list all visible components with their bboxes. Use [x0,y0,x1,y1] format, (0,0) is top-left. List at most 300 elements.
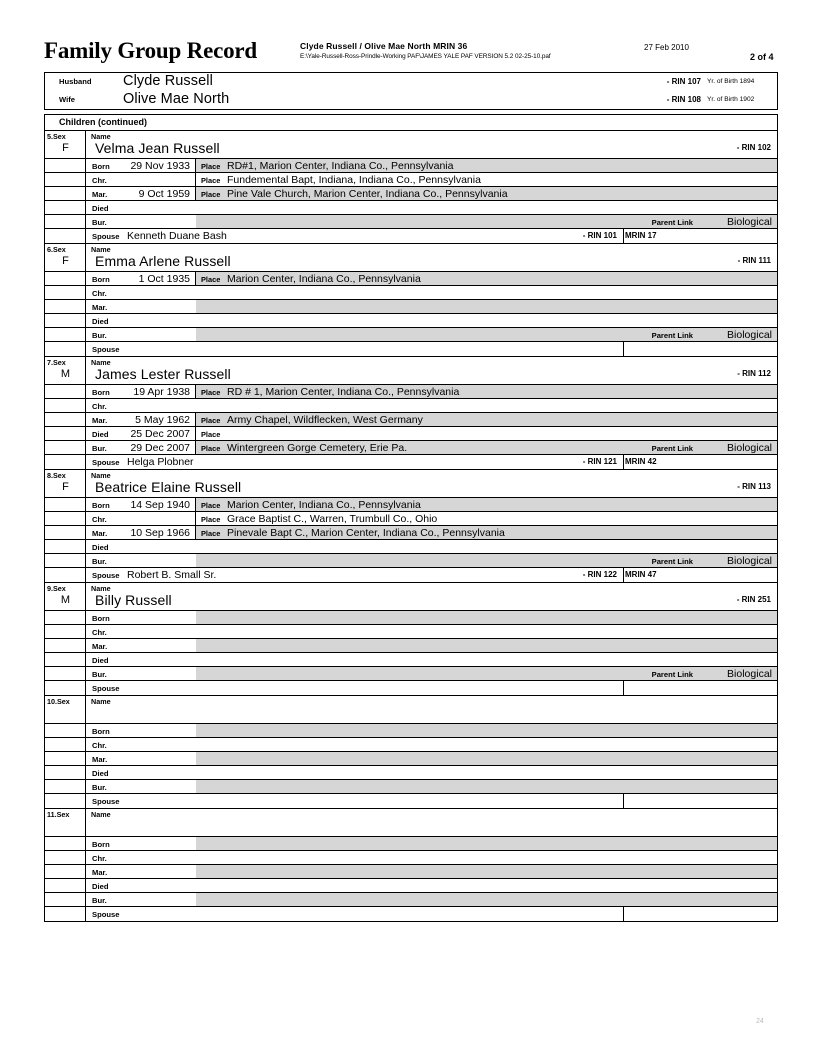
spouse-name-cell [86,907,624,921]
event-place-cell [197,427,777,440]
event-place-cell [197,187,777,200]
event-gutter [45,498,86,511]
event-place: Pine Vale Church, Marion Center, Indiana Co., Pennsylvania [227,188,508,200]
spouse-row [45,229,777,243]
event-gutter [45,512,86,525]
husband-label: Husband [59,77,92,86]
child-rin: - RIN 102 [736,143,771,152]
event-label: Born [92,501,110,510]
event-row [45,215,777,229]
event-date-cell [86,427,196,440]
event-place-cell [197,667,777,680]
place-label: Place [201,190,221,199]
event-date-cell [86,201,196,214]
husband-year-of-birth: Yr. of Birth 1894 [707,78,755,85]
event-row [45,611,777,625]
event-date-cell [86,399,196,412]
event-label: Mar. [92,190,108,199]
spouse-label: Spouse [92,571,120,580]
spouse-row [45,794,777,808]
child-index-label: 6.Sex [47,245,66,254]
event-place-cell [197,328,777,341]
event-place-cell [197,780,777,793]
child-block [45,357,777,470]
child-sex-value: F [62,481,69,493]
event-place-cell [197,498,777,511]
parents-box [44,72,778,110]
event-gutter [45,173,86,186]
spouse-row [45,907,777,921]
parent-link-value: Biological [727,216,772,228]
event-label: Bur. [92,218,107,227]
parent-link-label: Parent Link [651,557,693,566]
event-date-cell [86,385,196,398]
event-row [45,851,777,865]
event-label: Bur. [92,783,107,792]
spouse-label: Spouse [92,345,120,354]
event-label: Mar. [92,755,108,764]
event-place-cell [197,879,777,892]
child-name-row [45,583,777,611]
event-place-cell [197,554,777,567]
event-row [45,667,777,681]
event-gutter [45,738,86,751]
child-index-label: 9.Sex [47,584,66,593]
event-row [45,413,777,427]
event-place-cell [197,639,777,652]
event-label: Died [92,204,109,213]
event-row [45,187,777,201]
husband-name: Clyde Russell [123,73,213,89]
spouse-label: Spouse [92,910,120,919]
child-index-label: 10.Sex [47,697,70,706]
event-gutter [45,752,86,765]
event-place-cell [197,625,777,638]
child-name-cell [86,809,777,836]
event-date: 10 Sep 1966 [130,527,190,539]
child-rin: - RIN 251 [736,595,771,604]
child-block [45,131,777,244]
event-place: Marion Center, Indiana Co., Pennsylvania [227,499,421,511]
name-label: Name [91,697,111,706]
event-place-cell [197,837,777,850]
name-label: Name [91,245,111,254]
event-row [45,201,777,215]
spouse-label: Spouse [92,232,120,241]
spouse-name-cell [86,568,624,582]
event-place-cell [197,893,777,906]
event-row [45,286,777,300]
child-index-label: 11.Sex [47,810,70,819]
event-date-cell [86,879,196,892]
event-row [45,554,777,568]
child-name-row [45,809,777,837]
event-row [45,837,777,851]
parent-link-value: Biological [727,442,772,454]
child-name-cell [86,357,777,384]
spouse-mrin: MRIN 47 [625,570,657,579]
event-place-cell [197,201,777,214]
event-date-cell [86,851,196,864]
child-sex-cell [45,583,86,610]
event-row [45,427,777,441]
event-label: Chr. [92,741,107,750]
spouse-label: Spouse [92,684,120,693]
child-sex-cell [45,470,86,497]
event-label: Mar. [92,868,108,877]
spouse-gutter [45,229,86,243]
event-date: 29 Dec 2007 [130,442,190,454]
child-name-row [45,357,777,385]
event-date-cell [86,738,196,751]
event-place: Marion Center, Indiana Co., Pennsylvania [227,273,421,285]
event-gutter [45,385,86,398]
event-date: 25 Dec 2007 [130,428,190,440]
event-date-cell [86,639,196,652]
event-label: Bur. [92,896,107,905]
event-gutter [45,879,86,892]
event-label: Mar. [92,529,108,538]
name-label: Name [91,358,111,367]
child-name-value: Emma Arlene Russell [95,253,231,269]
child-sex-value: M [60,594,71,606]
child-index-label: 5.Sex [47,132,66,141]
event-gutter [45,215,86,228]
masthead-center [300,41,660,60]
event-row [45,780,777,794]
wife-row [45,91,777,110]
event-place: Army Chapel, Wildflecken, West Germany [227,414,423,426]
event-label: Chr. [92,289,107,298]
event-label: Bur. [92,444,107,453]
event-label: Died [92,656,109,665]
parent-link-value: Biological [727,668,772,680]
event-label: Born [92,162,110,171]
event-gutter [45,653,86,666]
event-date-cell [86,498,196,511]
child-block [45,470,777,583]
event-place-cell [197,173,777,186]
place-label: Place [201,529,221,538]
parent-link-label: Parent Link [651,218,693,227]
place-label: Place [201,388,221,397]
event-row [45,766,777,780]
event-date-cell [86,752,196,765]
event-date-cell [86,625,196,638]
event-row [45,865,777,879]
event-date-cell [86,837,196,850]
event-label: Born [92,840,110,849]
child-sex-cell [45,696,86,723]
event-gutter [45,639,86,652]
event-row [45,738,777,752]
child-sex-cell [45,131,86,158]
event-row [45,272,777,286]
event-label: Born [92,727,110,736]
event-label: Born [92,388,110,397]
child-name-value: Velma Jean Russell [95,140,220,156]
parent-link-value: Biological [727,555,772,567]
event-date: 19 Apr 1938 [133,386,190,398]
child-block [45,809,777,921]
print-date: 27 Feb 2010 [644,43,689,52]
event-date: 1 Oct 1935 [138,273,190,285]
event-row [45,724,777,738]
event-place-cell [197,413,777,426]
event-date-cell [86,667,196,680]
spouse-rin: - RIN 122 [582,570,617,579]
event-date-cell [86,724,196,737]
event-place-cell [197,766,777,779]
event-row [45,512,777,526]
place-label: Place [201,162,221,171]
event-gutter [45,611,86,624]
place-label: Place [201,430,221,439]
event-gutter [45,837,86,850]
event-label: Chr. [92,176,107,185]
event-date-cell [86,441,196,454]
spouse-rin: - RIN 121 [582,457,617,466]
event-row [45,399,777,413]
place-label: Place [201,275,221,284]
child-name-value: James Lester Russell [95,366,231,382]
event-gutter [45,314,86,327]
event-place-cell [197,865,777,878]
child-sex-cell [45,357,86,384]
event-date: 14 Sep 1940 [130,499,190,511]
child-sex-cell [45,809,86,836]
page-title: Family Group Record [44,38,257,63]
event-gutter [45,272,86,285]
event-gutter [45,427,86,440]
child-name-cell [86,696,777,723]
child-rin: - RIN 112 [737,369,771,378]
event-label: Born [92,614,110,623]
event-gutter [45,441,86,454]
event-place-cell [197,526,777,539]
event-label: Chr. [92,854,107,863]
children-list [45,131,777,921]
event-gutter [45,667,86,680]
event-date-cell [86,526,196,539]
spouse-name: Kenneth Duane Bash [127,230,227,242]
spouse-label: Spouse [92,458,120,467]
spouse-row [45,568,777,582]
child-sex-value: F [62,142,69,154]
spouse-gutter [45,794,86,808]
event-date-cell [86,187,196,200]
event-label: Died [92,882,109,891]
event-row [45,159,777,173]
child-rin: - RIN 113 [737,482,771,491]
place-label: Place [201,176,221,185]
event-gutter [45,724,86,737]
event-row [45,300,777,314]
wife-label: Wife [59,95,75,104]
event-row [45,653,777,667]
event-date: 29 Nov 1933 [130,160,190,172]
page-number: 2 of 4 [750,52,774,62]
event-gutter [45,286,86,299]
spouse-name-cell [86,794,624,808]
parent-link-value: Biological [727,329,772,341]
event-gutter [45,300,86,313]
event-date-cell [86,780,196,793]
event-place-cell [197,159,777,172]
spouse-gutter [45,568,86,582]
place-label: Place [201,501,221,510]
child-name-value: Beatrice Elaine Russell [95,479,242,495]
spouse-rin: - RIN 101 [582,231,617,240]
event-date-cell [86,865,196,878]
event-place-cell [197,752,777,765]
place-label: Place [201,515,221,524]
event-date-cell [86,215,196,228]
event-label: Chr. [92,402,107,411]
spouse-name-cell [86,229,624,243]
parent-link-label: Parent Link [651,444,693,453]
event-label: Died [92,430,109,439]
child-name-cell [86,470,777,497]
event-gutter [45,865,86,878]
child-index-label: 7.Sex [47,358,66,367]
event-gutter [45,526,86,539]
child-rin: - RIN 111 [737,256,771,265]
spouse-gutter [45,907,86,921]
parent-link-label: Parent Link [651,670,693,679]
event-place-cell [197,300,777,313]
event-row [45,540,777,554]
event-gutter [45,413,86,426]
spouse-gutter [45,342,86,356]
spouse-name: Robert B. Small Sr. [127,569,217,581]
event-label: Mar. [92,416,108,425]
child-index-label: 8.Sex [47,471,66,480]
event-date-cell [86,272,196,285]
event-row [45,526,777,540]
spouse-row [45,455,777,469]
event-place-cell [197,272,777,285]
child-name-cell [86,131,777,158]
event-label: Born [92,275,110,284]
event-row [45,625,777,639]
event-date-cell [86,653,196,666]
event-gutter [45,893,86,906]
spouse-mrin: MRIN 42 [625,457,657,466]
event-gutter [45,201,86,214]
child-sex-value: F [62,255,69,267]
event-row [45,314,777,328]
event-row [45,752,777,766]
event-place-cell [197,399,777,412]
event-date: 9 Oct 1959 [138,188,190,200]
event-place: Pinevale Bapt C., Marion Center, Indiana Co., Pennsylvania [227,527,505,539]
event-place-cell [197,512,777,525]
event-label: Died [92,317,109,326]
event-label: Bur. [92,670,107,679]
event-row [45,173,777,187]
spouse-label: Spouse [92,797,120,806]
event-gutter [45,780,86,793]
event-place: RD#1, Marion Center, Indiana Co., Pennsylvania [227,160,454,172]
event-place-cell [197,724,777,737]
child-block [45,696,777,809]
event-label: Died [92,543,109,552]
event-row [45,328,777,342]
event-date-cell [86,893,196,906]
event-date-cell [86,611,196,624]
child-name-row [45,696,777,724]
spouse-name-cell [86,455,624,469]
source-file-path: E:\Yale-Russell-Ross-Prindle-Working PAF\JAMES YALE PAF VERSION 5.2 02-25-10.paf [300,53,551,60]
event-row [45,639,777,653]
spouse-name-cell [86,342,624,356]
spouse-name-cell [86,681,624,695]
event-gutter [45,625,86,638]
spouse-row [45,681,777,695]
event-place-cell [197,385,777,398]
event-row [45,879,777,893]
name-label: Name [91,584,111,593]
child-name-row [45,244,777,272]
event-date-cell [86,413,196,426]
event-label: Mar. [92,303,108,312]
event-label: Bur. [92,331,107,340]
event-row [45,498,777,512]
child-name-row [45,470,777,498]
children-section-title: Children (continued) [59,117,147,127]
event-date-cell [86,286,196,299]
event-place-cell [197,738,777,751]
event-gutter [45,766,86,779]
event-place-cell [197,653,777,666]
event-date: 5 May 1962 [135,414,190,426]
name-label: Name [91,132,111,141]
husband-row [45,73,777,92]
child-name-row [45,131,777,159]
event-date-cell [86,766,196,779]
child-sex-cell [45,244,86,271]
event-row [45,893,777,907]
event-date-cell [86,540,196,553]
event-place-cell [197,851,777,864]
event-gutter [45,328,86,341]
spouse-name: Helga Plobner [127,456,194,468]
event-place-cell [197,611,777,624]
event-label: Died [92,769,109,778]
name-label: Name [91,810,111,819]
child-name-cell [86,244,777,271]
event-gutter [45,187,86,200]
event-date-cell [86,159,196,172]
child-name-cell [86,583,777,610]
spouse-gutter [45,681,86,695]
couple-heading: Clyde Russell / Olive Mae North MRIN 36 [300,41,468,51]
spouse-gutter [45,455,86,469]
wife-rin: - RIN 108 [666,95,701,104]
spouse-mrin: MRIN 17 [625,231,657,240]
event-gutter [45,851,86,864]
event-date-cell [86,314,196,327]
wife-year-of-birth: Yr. of Birth 1902 [707,96,755,103]
event-date-cell [86,300,196,313]
children-table [44,114,778,922]
event-place-cell [197,215,777,228]
wife-name: Olive Mae North [123,91,230,107]
child-block [45,244,777,357]
event-place: Grace Baptist C., Warren, Trumbull Co., Ohio [227,513,438,525]
children-section-header [45,115,777,131]
